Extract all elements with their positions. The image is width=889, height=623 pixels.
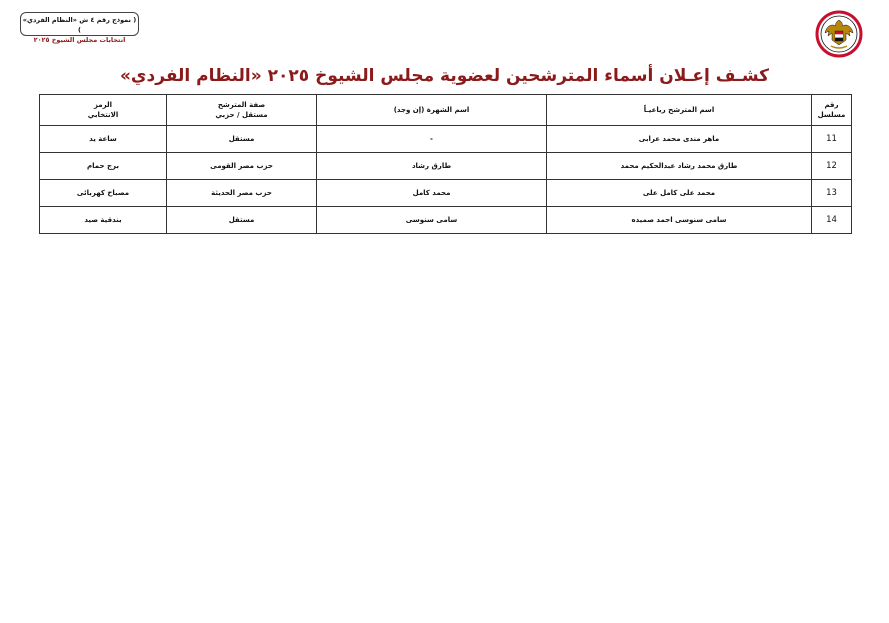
candidate-status-cell: مستقل xyxy=(167,126,317,153)
table-row xyxy=(40,180,852,207)
popular-name-cell: سامى سنوسى xyxy=(317,207,547,234)
candidate-name-cell: طارق محمد رشاد عبدالحكيم محمد xyxy=(547,153,812,180)
egypt-eagle-emblem-icon xyxy=(815,10,863,58)
header-line: الرمز xyxy=(93,101,113,109)
electoral-symbol-cell: بندقية صيد xyxy=(40,207,167,234)
popular-name-cell: - xyxy=(317,126,547,153)
header-line: صفة المترشح xyxy=(217,101,266,109)
electoral-symbol-cell: مصباح كهربائى xyxy=(40,180,167,207)
form-number-label: ( نموذج رقم ٤ ش «النظام الفردي» ) xyxy=(22,16,137,34)
table-row xyxy=(40,207,852,234)
header-line: مسلسل xyxy=(817,111,846,119)
serial-number-cell: 12 xyxy=(812,153,852,180)
electoral-symbol-cell: ساعة يد xyxy=(40,126,167,153)
header-electoral-symbol xyxy=(40,95,167,126)
header-line: رقم xyxy=(824,101,839,109)
table-row xyxy=(40,126,852,153)
table-header xyxy=(40,95,852,126)
page-title: كشـف إعـلان أسماء المترشحين لعضوية مجلس الشيوخ ٢٠٢٥ «النظام الفردي» xyxy=(119,66,770,86)
header-popular-name xyxy=(317,95,547,126)
candidate-status-cell: حزب مصر الحديثة xyxy=(167,180,317,207)
candidate-name-cell: سامى سنوسى احمد صميده xyxy=(547,207,812,234)
electoral-symbol-cell: برج حمام xyxy=(40,153,167,180)
header-line: مستقل / حزبي xyxy=(215,111,268,119)
header-serial-number xyxy=(812,95,852,126)
table-row xyxy=(40,153,852,180)
candidate-status-cell: حزب مصر القومى xyxy=(167,153,317,180)
candidate-status-cell: مستقل xyxy=(167,207,317,234)
election-name-label: انتخابات مجلس الشيوخ ٢٠٢٥ xyxy=(33,36,126,44)
header-candidate-name xyxy=(547,95,812,126)
form-number-box xyxy=(20,12,139,44)
header-line: الانتخابي xyxy=(87,111,119,119)
header-line: اسم الشهرة (إن وجد) xyxy=(393,106,470,114)
serial-number-cell: 11 xyxy=(812,126,852,153)
popular-name-cell: محمد كامل xyxy=(317,180,547,207)
header-candidate-status xyxy=(167,95,317,126)
serial-number-cell: 14 xyxy=(812,207,852,234)
candidate-name-cell: محمد على كامل على xyxy=(547,180,812,207)
serial-number-cell: 13 xyxy=(812,180,852,207)
header-line: اسم المترشح رباعيـاً xyxy=(643,106,715,114)
candidate-name-cell: ماهر مندى محمد عرابى xyxy=(547,126,812,153)
popular-name-cell: طارق رشاد xyxy=(317,153,547,180)
candidates-table xyxy=(39,94,852,234)
